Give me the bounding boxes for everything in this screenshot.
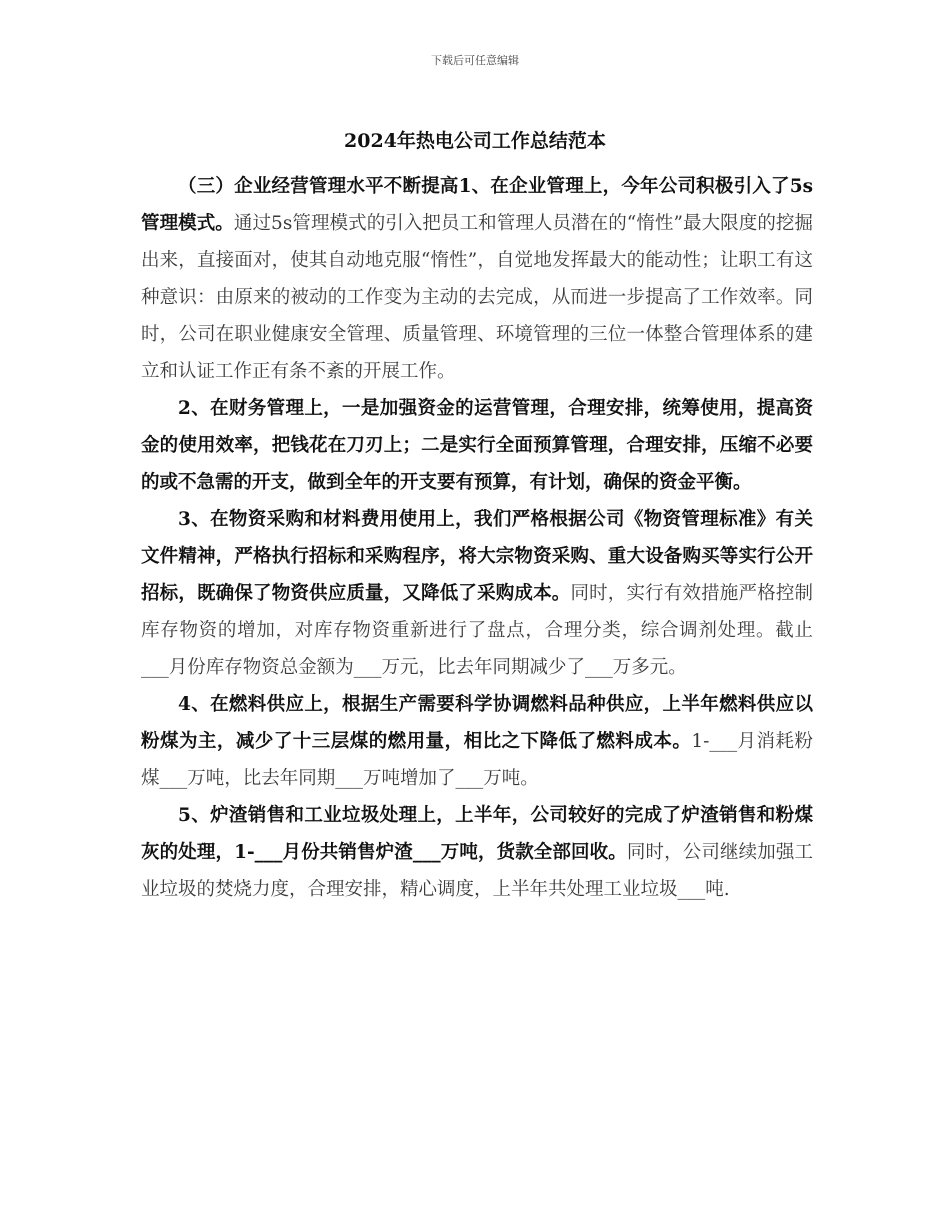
paragraph-3-bold: 3、在物资采购和材料费用使用上，我们严格根据公司《物资管理标准》有关文件精神，严格执行招标和采购程序，将大宗物资采购、重大设备购买等实行公开招标，既确保了物资供应质量，又降低了采购成本。	[141, 509, 813, 604]
paragraph-1-bold: （三）企业经营管理水平不断提高1、在企业管理上，今年公司积极引入了5s管理模式。	[141, 176, 813, 234]
document-title: 2024年热电公司工作总结范本	[344, 130, 606, 152]
header-note: 下载后可任意编辑	[431, 54, 519, 67]
paragraph-1	[141, 168, 813, 390]
paragraph-1-text: 通过5s管理模式的引入把员工和管理人员潜在的“惰性”最大限度的挖掘出来，直接面对，使其自动地克服“惰性”，自觉地发挥最大的能动性；让职工有这种意识：由原来的被动的工作变为主动的去完成，从而进一步提高了工作效率。同时，公司在职业健康安全管理、质量管理、环境管理的三位一体整合管理体系的建立和认证工作正有条不紊的开展工作。	[141, 213, 813, 382]
paragraph-4	[141, 686, 813, 797]
document-body	[141, 168, 813, 908]
paragraph-3-text: 同时，实行有效措施严格控制库存物资的增加，对库存物资重新进行了盘点，合理分类，综合调剂处理。截止___月份库存物资总金额为___万元，比去年同期减少了___万多元。	[141, 583, 813, 678]
paragraph-5-text: 同时，公司继续加强工业垃圾的焚烧力度，合理安排，精心调度，上半年共处理工业垃圾___吨.	[141, 842, 813, 900]
paragraph-4-text: 1-___月消耗粉煤___万吨，比去年同期___万吨增加了___万吨。	[141, 731, 813, 789]
paragraph-5	[141, 797, 813, 908]
paragraph-3	[141, 501, 813, 686]
paragraph-4-bold: 4、在燃料供应上，根据生产需要科学协调燃料品种供应，上半年燃料供应以粉煤为主，减少了十三层煤的燃用量，相比之下降低了燃料成本。	[141, 694, 813, 752]
paragraph-2-bold: 2、在财务管理上，一是加强资金的运营管理，合理安排，统筹使用，提高资金的使用效率，把钱花在刀刃上；二是实行全面预算管理，合理安排，压缩不必要的或不急需的开支，做到全年的开支要有预算，有计划，确保的资金平衡。	[141, 398, 813, 493]
paragraph-2	[141, 390, 813, 501]
paragraph-5-bold: 5、炉渣销售和工业垃圾处理上，上半年，公司较好的完成了炉渣销售和粉煤灰的处理，1-___月份共销售炉渣___万吨，货款全部回收。	[141, 805, 813, 863]
